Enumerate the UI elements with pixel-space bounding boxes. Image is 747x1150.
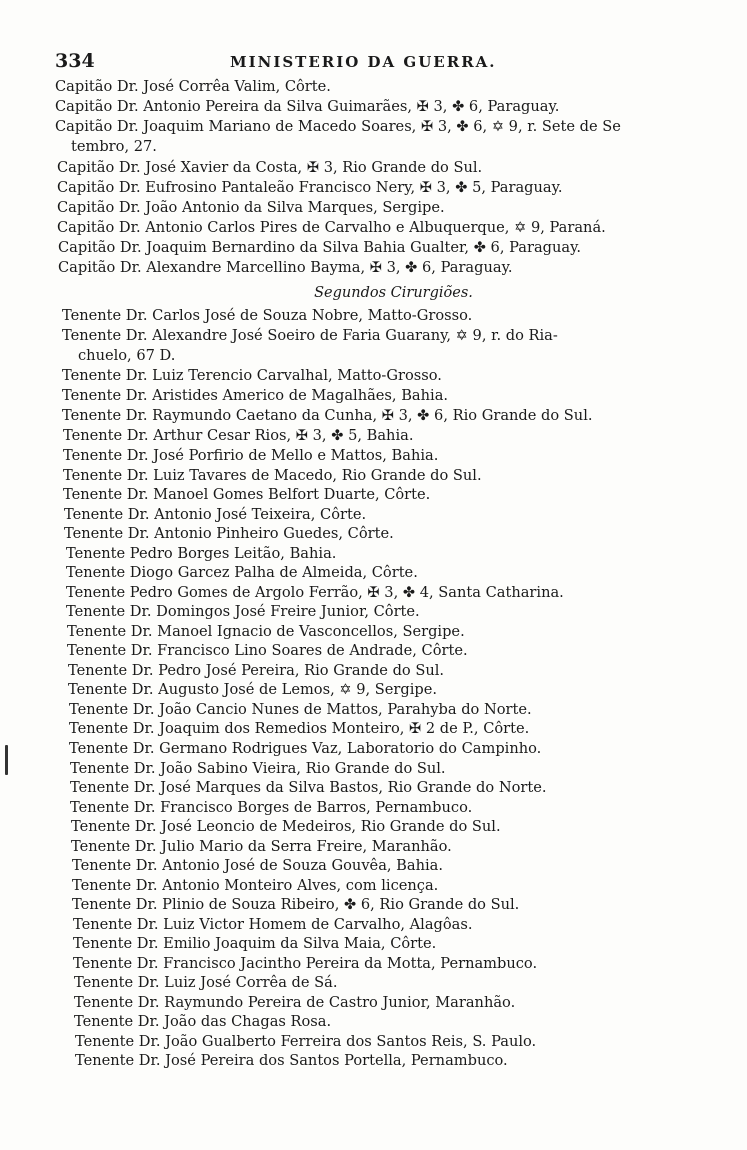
entry-line: Tenente Dr. Antonio José Teixeira, Côrte. xyxy=(64,506,367,523)
entry-line: Tenente Dr. Francisco Borges de Barros, Pernambuco. xyxy=(70,799,473,816)
entry-line: Capitão Dr. Alexandre Marcellino Bayma, ✠ 3, ✤ 6, Paraguay. xyxy=(58,259,513,276)
entry-line: Tenente Dr. José Leoncio de Medeiros, Rio Grande do Sul. xyxy=(71,818,501,835)
entry-line: Tenente Dr. Raymundo Pereira de Castro Junior, Maranhão. xyxy=(74,994,516,1011)
entry-line: Tenente Dr. Germano Rodrigues Vaz, Laboratorio do Campinho. xyxy=(69,740,542,757)
entry-line: Tenente Dr. Luiz Victor Homem de Carvalho, Alagôas. xyxy=(73,916,473,933)
entry-line: Tenente Pedro Gomes de Argolo Ferrão, ✠ 3, ✤ 4, Santa Catharina. xyxy=(66,584,564,601)
entry-line: Tenente Dr. Luiz Terencio Carvalhal, Matto-Grosso. xyxy=(62,367,442,384)
entry-line: Tenente Diogo Garcez Palha de Almeida, Côrte. xyxy=(66,564,418,581)
entry-line: Tenente Dr. João Sabino Vieira, Rio Grande do Sul. xyxy=(70,760,446,777)
entry-line: Tenente Dr. Antonio Pinheiro Guedes, Côrte. xyxy=(64,525,394,542)
entry-line: Capitão Dr. Eufrosino Pantaleão Francisco Nery, ✠ 3, ✤ 5, Paraguay. xyxy=(57,179,563,196)
entry-line: Tenente Dr. Luiz Tavares de Macedo, Rio Grande do Sul. xyxy=(63,467,482,484)
entry-line: Tenente Dr. Plinio de Souza Ribeiro, ✤ 6, Rio Grande do Sul. xyxy=(72,896,520,913)
entry-line: Tenente Dr. Joaquim dos Remedios Monteiro, ✠ 2 de P., Côrte. xyxy=(69,720,530,737)
entry-line-continuation: chuelo, 67 D. xyxy=(78,347,176,364)
page-number: 334 xyxy=(55,50,95,72)
entry-line: Tenente Dr. Emilio Joaquim da Silva Maia, Côrte. xyxy=(73,935,437,952)
entry-line-continuation: tembro, 27. xyxy=(71,138,157,155)
entry-line: Capitão Dr. Antonio Carlos Pires de Carvalho e Albuquerque, ✡ 9, Paraná. xyxy=(57,219,606,236)
page-title: MINISTERIO DA GUERRA. xyxy=(230,53,497,71)
entry-line: Tenente Dr. João Cancio Nunes de Mattos, Parahyba do Norte. xyxy=(69,701,532,718)
entry-line: Tenente Dr. Augusto José de Lemos, ✡ 9, Sergipe. xyxy=(68,681,438,698)
entry-line: Tenente Dr. Francisco Lino Soares de Andrade, Côrte. xyxy=(67,642,468,659)
entry-line: Capitão Dr. José Corrêa Valim, Côrte. xyxy=(55,78,331,95)
entry-line: Capitão Dr. João Antonio da Silva Marques, Sergipe. xyxy=(57,199,445,216)
entry-line: Tenente Dr. Julio Mario da Serra Freire, Maranhão. xyxy=(71,838,452,855)
entry-line: Tenente Dr. Domingos José Freire Junior, Côrte. xyxy=(66,603,420,620)
entry-line: Tenente Dr. José Marques da Silva Bastos, Rio Grande do Norte. xyxy=(70,779,547,796)
entry-line: Tenente Dr. João Gualberto Ferreira dos Santos Reis, S. Paulo. xyxy=(75,1033,537,1050)
entry-line: Tenente Dr. Arthur Cesar Rios, ✠ 3, ✤ 5, Bahia. xyxy=(63,427,414,444)
entry-line: Capitão Dr. Joaquim Bernardino da Silva Bahia Gualter, ✤ 6, Paraguay. xyxy=(58,239,582,256)
entry-line: Tenente Dr. Francisco Jacintho Pereira da Motta, Pernambuco. xyxy=(73,955,538,972)
entry-line: Tenente Dr. Aristides Americo de Magalhães, Bahia. xyxy=(62,387,449,404)
entry-line: Tenente Dr. Raymundo Caetano da Cunha, ✠ 3, ✤ 6, Rio Grande do Sul. xyxy=(62,407,593,424)
entry-line: Tenente Dr. Antonio Monteiro Alves, com licença. xyxy=(72,877,439,894)
section-title: Segundos Cirurgiões. xyxy=(314,285,473,301)
entry-line: Tenente Dr. João das Chagas Rosa. xyxy=(74,1013,332,1030)
entry-line: Tenente Dr. Manoel Ignacio de Vasconcellos, Sergipe. xyxy=(67,623,465,640)
entry-line: Tenente Dr. José Pereira dos Santos Portella, Pernambuco. xyxy=(75,1052,508,1069)
entry-line: Tenente Dr. Antonio José de Souza Gouvêa, Bahia. xyxy=(72,857,444,874)
entry-line: Capitão Dr. Joaquim Mariano de Macedo Soares, ✠ 3, ✤ 6, ✡ 9, r. Sete de Se xyxy=(55,118,621,135)
entry-line: Capitão Dr. José Xavier da Costa, ✠ 3, Rio Grande do Sul. xyxy=(57,159,483,176)
margin-mark xyxy=(5,745,8,775)
entry-line: Tenente Dr. Manoel Gomes Belfort Duarte, Côrte. xyxy=(63,486,431,503)
page-header xyxy=(55,50,695,76)
entry-line: Tenente Dr. Carlos José de Souza Nobre, Matto-Grosso. xyxy=(62,307,473,324)
entry-line: Tenente Pedro Borges Leitão, Bahia. xyxy=(66,545,337,562)
entry-line: Capitão Dr. Antonio Pereira da Silva Guimarães, ✠ 3, ✤ 6, Paraguay. xyxy=(55,98,560,115)
entry-line: Tenente Dr. Pedro José Pereira, Rio Grande do Sul. xyxy=(68,662,445,679)
entry-line: Tenente Dr. Luiz José Corrêa de Sá. xyxy=(74,974,338,991)
entry-line: Tenente Dr. Alexandre José Soeiro de Faria Guarany, ✡ 9, r. do Ria- xyxy=(62,327,558,344)
entry-line: Tenente Dr. José Porfirio de Mello e Mattos, Bahia. xyxy=(63,447,439,464)
